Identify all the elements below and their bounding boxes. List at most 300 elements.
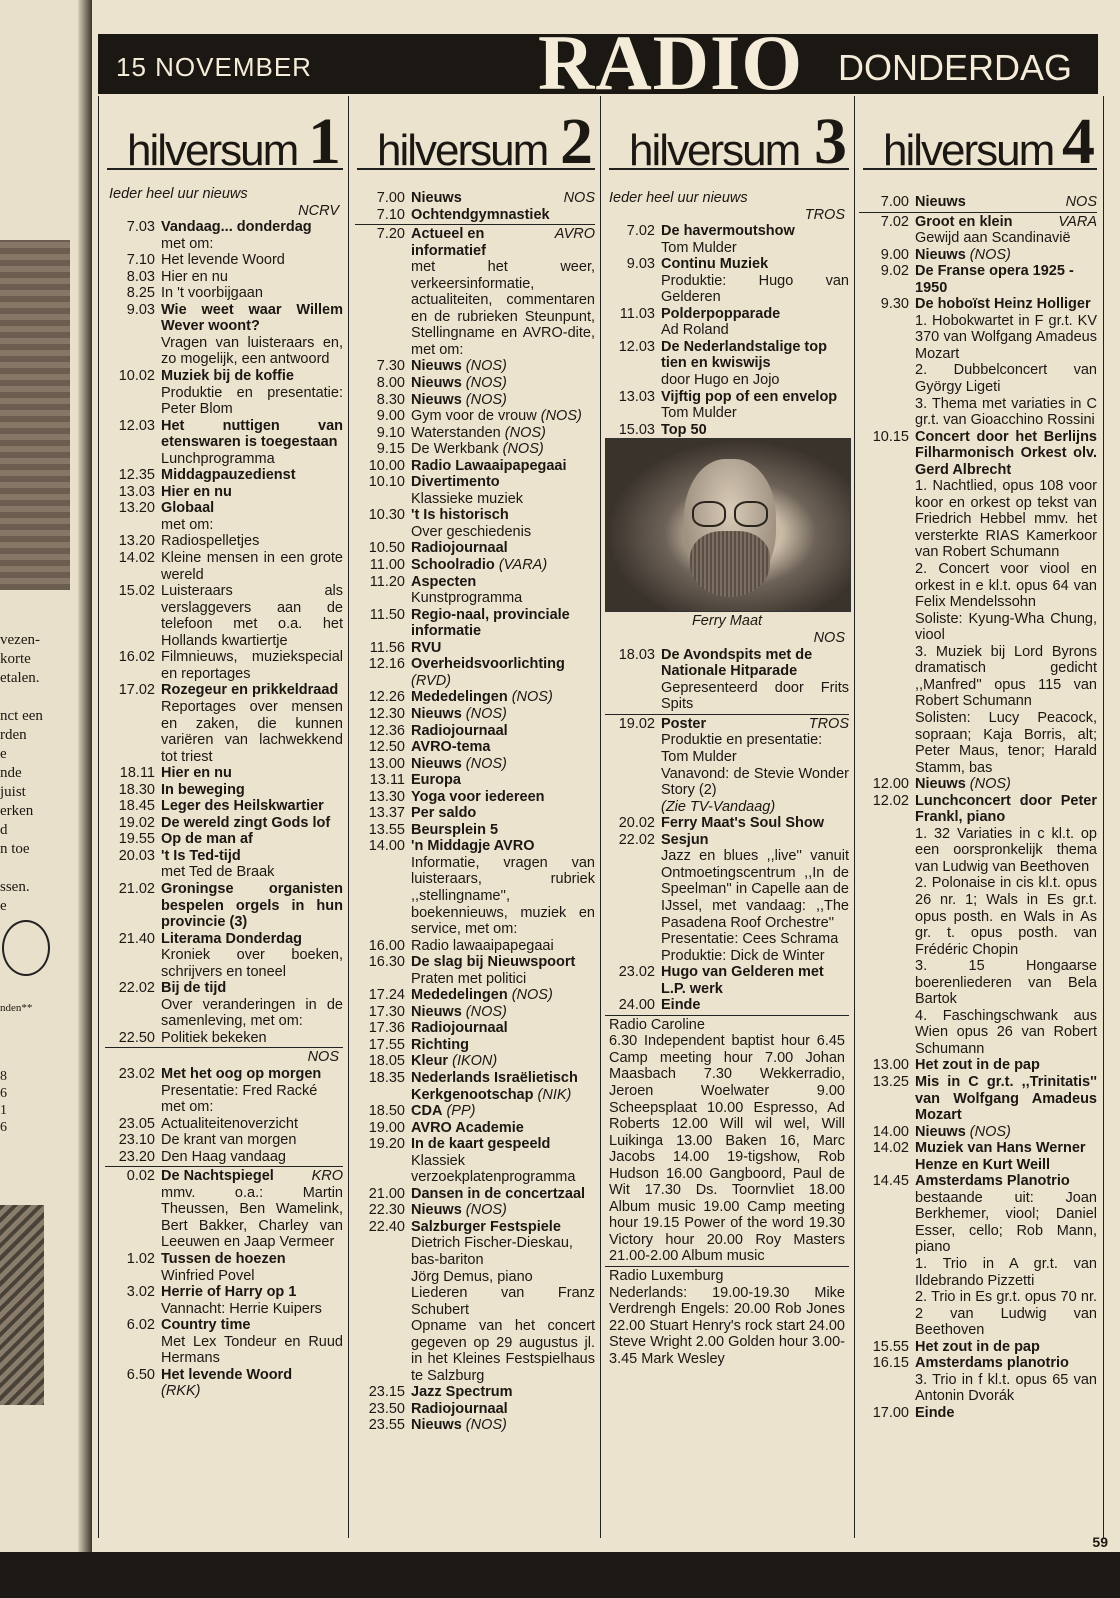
programme-time: 17.30 <box>368 1003 405 1020</box>
programme-text: Ad Roland <box>661 322 729 339</box>
programme-time: 22.30 <box>368 1202 405 1219</box>
programme-row <box>859 1190 1097 1256</box>
programme-row <box>105 1185 343 1251</box>
programme-row <box>105 368 343 385</box>
magazine-page <box>92 0 1120 1598</box>
broadcaster-label: (NOS) <box>465 358 507 375</box>
programme-row <box>355 226 595 259</box>
programme-text: Klassiek verzoekplatenprogramma <box>411 1152 576 1186</box>
programme-title: Einde <box>661 997 701 1014</box>
programme-title: Nieuws <box>411 375 462 392</box>
programme-time: 21.02 <box>118 880 155 897</box>
programme-time: 7.30 <box>376 358 405 375</box>
schedule-text: Camp meeting hour <box>609 1198 845 1232</box>
block-title: Radio Luxemburg <box>609 1267 724 1284</box>
broadcaster-label: (NOS) <box>465 1202 507 1219</box>
programme-time: 22.40 <box>368 1218 405 1235</box>
programme-title: Amsterdams Planotrio <box>915 1173 1070 1190</box>
programme-title: In de kaart gespeeld <box>411 1136 551 1153</box>
column-hilversum-2 <box>348 96 601 1538</box>
programme-text: 1. 32 Variaties in c kl.t. op een oorspronkelijk thema van Ludwig van Beethoven <box>915 825 1097 875</box>
station-header <box>107 105 343 178</box>
programme-title: Nederlands Israëlietisch Kerkgenootschap <box>411 1069 578 1103</box>
programme-time: 23.05 <box>118 1115 155 1132</box>
programme-row <box>859 1124 1097 1141</box>
schedule-time: 12.00 <box>671 1116 708 1133</box>
programme-row <box>105 798 343 815</box>
broadcaster-label: NOS <box>307 1049 339 1066</box>
programme-text: Presentatie: Fred Racké met om: <box>161 1082 318 1116</box>
programme-text: Winfried Povel <box>161 1267 255 1284</box>
broadcaster-label: (NOS) <box>969 246 1011 263</box>
broadcaster-label: TROS <box>804 206 845 223</box>
page-number: 59 <box>1092 1534 1108 1550</box>
programme-time: 7.20 <box>376 226 405 243</box>
programme-text: met om: <box>161 516 214 533</box>
adjacent-page-fragment: nden** <box>0 1002 33 1014</box>
programme-time: 17.55 <box>368 1036 405 1053</box>
station-header <box>357 105 595 178</box>
schedule-time: 19.15 <box>642 1215 680 1232</box>
header-day: DONDERDAG <box>838 47 1073 88</box>
schedule-text: Album music <box>678 1248 765 1265</box>
programme-time: 13.03 <box>618 388 655 405</box>
programme-title: Mededelingen <box>411 689 508 706</box>
programme-row <box>605 931 849 948</box>
programme-time: 18.30 <box>118 781 155 798</box>
programme-text: met Ted de Braak <box>161 864 275 881</box>
column-hilversum-1 <box>98 96 349 1538</box>
schedule-text: 19-tigshow, Rob Hudson <box>609 1149 845 1182</box>
programme-time: 8.30 <box>376 391 405 408</box>
programme-text: Actualiteitenoverzicht <box>161 1115 299 1132</box>
programme-time: 11.00 <box>369 557 405 574</box>
programme-row <box>605 339 849 372</box>
broadcaster-label: (NOS) <box>465 375 507 392</box>
programme-row <box>605 322 849 339</box>
programme-time: 7.00 <box>376 190 405 206</box>
programme-title: Per saldo <box>411 805 477 822</box>
programme-text: 2. Concert voor viool en orkest in e kl.t. opus 64 van Felix Mendelssohn <box>915 561 1097 611</box>
programme-row <box>105 252 343 269</box>
programme-row <box>859 793 1097 826</box>
programme-text: door Hugo en Jojo <box>661 372 780 389</box>
programme-text: 3. Trio in f kl.t. opus 65 van Antonin Dvorák <box>915 1371 1097 1405</box>
programme-row <box>105 550 343 583</box>
schedule-time: 6.30 <box>609 1033 638 1050</box>
schedule-time: 14.00 <box>672 1149 710 1166</box>
programme-row <box>105 699 343 765</box>
programme-time: 23.50 <box>368 1400 405 1417</box>
programme-text: Luisteraars als verslaggevers aan de telefoon met o.a. het Hollands kwartiertje <box>161 583 343 649</box>
programme-time: 13.00 <box>872 1057 909 1074</box>
programme-title: Nieuws <box>411 391 462 408</box>
programme-row <box>355 1401 595 1418</box>
adjacent-page-fragment: nct een <box>0 708 43 724</box>
programme-row <box>605 799 849 816</box>
programme-row <box>355 723 595 740</box>
programme-row <box>105 765 343 782</box>
programme-time: 17.00 <box>872 1404 909 1421</box>
broadcaster-label: (NOS) <box>969 1123 1011 1140</box>
schedule-text: Camp meeting hour <box>609 1049 766 1066</box>
programme-time: 6.50 <box>126 1366 155 1383</box>
programme-text: Met Lex Tondeur en Ruud Hermans <box>161 1333 343 1367</box>
programme-time: 18.45 <box>118 798 155 815</box>
programme-row <box>355 207 595 224</box>
broadcaster-label: TROS <box>808 715 849 732</box>
programme-text: Waterstanden <box>411 424 501 441</box>
programme-title: Radiojournaal <box>411 722 508 739</box>
programme-row <box>105 1066 343 1083</box>
programme-text: 4. Faschingschwank aus Wien opus 26 van Robert Schumann <box>915 1007 1097 1057</box>
programme-time: 9.02 <box>880 263 909 280</box>
programme-row <box>105 864 343 881</box>
programme-row <box>355 1417 595 1434</box>
programme-time: 15.03 <box>618 421 655 438</box>
programme-row <box>859 429 1097 479</box>
programme-title: Het nuttigen van etenswaren is toegestaan <box>161 417 343 451</box>
programme-time: 11.56 <box>369 639 405 656</box>
programme-time: 13.55 <box>368 821 405 838</box>
programme-text: met om: <box>161 235 214 252</box>
programme-time: 15.55 <box>872 1338 909 1355</box>
programme-title: Tussen de hoezen <box>161 1251 286 1267</box>
programme-row <box>355 259 595 358</box>
programme-title: Beursplein 5 <box>411 821 499 838</box>
programme-row <box>355 1318 595 1384</box>
programme-row <box>105 980 343 997</box>
programme-time: 7.02 <box>880 213 909 230</box>
schedule-time: 19.30 <box>808 1215 846 1232</box>
programme-row <box>105 931 343 948</box>
programme-row <box>859 1355 1097 1372</box>
programme-title: Aspecten <box>411 573 477 590</box>
programme-row <box>105 1251 343 1268</box>
programme-row <box>105 682 343 699</box>
programme-time: 12.30 <box>368 705 405 722</box>
schedule-time: 21.00-2.00 <box>609 1248 679 1265</box>
programme-row <box>105 881 343 931</box>
programme-text: Reportages over mensen en zaken, die kunnen variëren van lachwekkend tot triest <box>161 698 343 765</box>
programme-text: Radiospelletjes <box>161 533 260 550</box>
adjacent-page-fragment: n toe <box>0 841 30 857</box>
programme-time: 6.02 <box>126 1317 155 1334</box>
broadcaster-label: (NOS) <box>969 776 1011 793</box>
programme-row <box>859 230 1097 247</box>
programme-row <box>355 1103 595 1120</box>
programme-time: 24.00 <box>618 997 655 1014</box>
programme-text: Jazz en blues ,,live'' vanuit Ontmoetingscentrum ,,In de Speelman'' in Capelle aan de IJssel, met vandaag: ,,The Pasadena Roof Orchestre'' <box>661 848 849 931</box>
programme-row <box>105 1083 343 1116</box>
adjacent-page-fragment: e <box>0 898 7 914</box>
programme-row <box>105 1383 343 1400</box>
adjacent-page-fragment: rden <box>0 727 27 743</box>
programme-row <box>859 478 1097 561</box>
programme-time: 17.24 <box>368 987 405 1004</box>
programme-row <box>605 964 849 997</box>
programme-time: 12.26 <box>368 689 405 706</box>
programme-row <box>355 1235 595 1268</box>
programme-title: RVU <box>411 639 442 656</box>
programme-time: 10.02 <box>118 368 155 385</box>
adjacent-page-fragment: e <box>0 746 7 762</box>
programme-row <box>105 831 343 848</box>
programme-title: Nieuws <box>411 1003 462 1020</box>
programme-title: Amsterdams planotrio <box>915 1355 1069 1372</box>
programme-row <box>355 557 595 574</box>
radio-luxemburg-block <box>605 1268 849 1367</box>
programme-title: Nieuws <box>915 776 966 793</box>
schedule-text: Power of the word <box>679 1215 809 1232</box>
programme-title: De havermoutshow <box>661 223 795 240</box>
programme-row <box>105 451 343 468</box>
programme-title: Regio-naal, provinciale informatie <box>411 606 570 640</box>
programme-time: 10.00 <box>368 457 405 474</box>
programme-row <box>355 689 595 706</box>
programme-text: 2. Trio in Es gr.t. opus 70 nr. 2 van Ludwig van Beethoven <box>915 1289 1097 1339</box>
schedule-text: Roy Masters <box>743 1231 845 1248</box>
programme-time: 23.10 <box>118 1132 155 1149</box>
programme-row <box>605 997 849 1014</box>
schedule-text: Johan Maasbach <box>609 1049 845 1083</box>
block-title: Radio Caroline <box>609 1016 705 1033</box>
programme-row <box>355 987 595 1004</box>
programme-time: 13.37 <box>368 805 405 822</box>
programme-title: De hoboïst Heinz Holliger <box>915 296 1091 313</box>
programme-time: 15.02 <box>118 583 155 600</box>
separator <box>605 1015 849 1016</box>
programme-row <box>355 190 595 207</box>
header-date: 15 NOVEMBER <box>116 52 312 82</box>
programme-time: 19.20 <box>368 1136 405 1153</box>
broadcaster-label: (NOS) <box>465 391 507 408</box>
programme-row <box>105 467 343 484</box>
programme-time: 7.10 <box>376 206 405 223</box>
programme-row <box>355 1219 595 1236</box>
programme-text: Over veranderingen in de samenleving, met om: <box>161 996 343 1030</box>
adjacent-page-number: 6 <box>0 1120 7 1135</box>
programme-row <box>105 533 343 550</box>
programme-row <box>355 1004 595 1021</box>
programme-text: Opname van het concert gegeven op 29 augustus jl. in het Kleines Festspielhaus te Salzburg <box>411 1318 595 1384</box>
programme-title: Yoga voor iedereen <box>411 788 545 805</box>
programme-text: 1. Trio in A gr.t. van Ildebrando Pizzetti <box>915 1256 1097 1289</box>
programme-time: 13.25 <box>872 1073 909 1090</box>
programme-title: Lunchconcert door Peter Frankl, piano <box>915 792 1097 826</box>
separator <box>605 1266 849 1267</box>
programme-text: bestaande uit: Joan Berkhemer, viool; Daniel Esser, cello; Rob Mann, piano <box>915 1189 1097 1256</box>
programme-row <box>105 484 343 501</box>
programme-text: Gepresenteerd door Frits Spits <box>661 679 849 713</box>
programme-row <box>105 1284 343 1301</box>
programme-title: Het zout in de pap <box>915 1338 1040 1355</box>
programme-title: Nieuws <box>411 1417 462 1434</box>
programme-row <box>859 611 1097 644</box>
programme-row <box>105 1030 343 1047</box>
adjacent-page-strip <box>0 0 92 1598</box>
programme-title: De Nederlandstalige top tien en kwiswijs <box>661 338 827 372</box>
programme-row <box>355 458 595 475</box>
programme-title: Nieuws <box>411 190 462 206</box>
programme-time: 10.10 <box>368 474 405 491</box>
schedule-time: 13.00 <box>676 1132 713 1149</box>
photo-caption: Ferry Maat <box>691 613 763 630</box>
programme-title: Groot en klein <box>915 213 1013 230</box>
adjacent-page-fragment: nde <box>0 765 22 781</box>
programme-row <box>105 302 343 335</box>
programme-time: 7.02 <box>626 223 655 240</box>
programme-title: Nieuws <box>411 755 462 772</box>
adjacent-page-fragment: d <box>0 822 8 838</box>
programme-text: Radio lawaaipapegaai <box>411 937 554 954</box>
schedule-time: 20.00 <box>706 1231 743 1248</box>
programme-row <box>105 1301 343 1318</box>
programme-row <box>355 756 595 773</box>
programme-title: Muziek van Hans Werner Henze en Kurt Weill <box>915 1140 1086 1173</box>
programme-row <box>355 491 595 508</box>
programme-row <box>355 789 595 806</box>
broadcaster-label: (NOS) <box>465 1417 507 1434</box>
programme-time: 16.30 <box>368 954 405 971</box>
programme-time: 19.02 <box>118 814 155 831</box>
programme-row <box>605 766 849 799</box>
programme-time: 22.02 <box>618 831 655 848</box>
programme-time: 17.36 <box>368 1020 405 1037</box>
programme-time: 18.50 <box>368 1103 405 1120</box>
programme-time: 21.00 <box>368 1185 405 1202</box>
programme-title: Radiojournaal <box>411 1020 508 1037</box>
programme-title: Rozegeur en prikkeldraad <box>161 682 339 699</box>
programme-title: Groningse organisten bespelen orgels in hun provincie (3) <box>161 880 343 931</box>
programme-title: Ochtendgymnastiek <box>411 206 550 223</box>
schedule-time: 22.00 <box>609 1317 646 1334</box>
programme-title: Continu Muziek <box>661 256 769 273</box>
schedule-text: Baken 16, Marc Jacobs <box>609 1132 845 1166</box>
news-note: Ieder heel uur nieuws <box>609 190 748 206</box>
programme-time: 23.02 <box>118 1065 155 1082</box>
programme-time: 7.10 <box>126 252 155 269</box>
broadcaster-label: NOS <box>1065 194 1097 210</box>
programme-row <box>605 716 849 733</box>
programme-title: Mis in C gr.t. ,,Trinitatis'' van Wolfgang Amadeus Mozart <box>915 1073 1097 1124</box>
programme-row <box>859 1372 1097 1405</box>
schedule-time: Nederlands: 19.00-19.30 <box>609 1284 790 1301</box>
programme-text: Hier en nu <box>161 268 228 285</box>
separator <box>605 714 849 715</box>
programme-title: Kleur <box>411 1053 449 1070</box>
programme-title: 't Is historisch <box>411 507 509 524</box>
programme-title: AVRO-tema <box>411 739 491 756</box>
adjacent-page-number: 1 <box>0 1103 7 1118</box>
programme-title: De wereld zingt Gods lof <box>161 814 331 831</box>
programme-text: Produktie: Hugo van Gelderen <box>661 272 849 306</box>
programme-title: Concert door het Berlijns Filharmonisch Orkest olv. Gerd Albrecht <box>915 428 1097 478</box>
broadcaster-label: VARA <box>1058 213 1097 230</box>
programme-row <box>105 848 343 865</box>
programme-time: 12.03 <box>118 417 155 434</box>
programme-row <box>355 1053 595 1070</box>
programme-text: Over geschiedenis <box>411 523 532 540</box>
programme-title: Ferry Maat's Soul Show <box>661 815 824 832</box>
schedule-text: Stuart Henry's rock start <box>645 1317 809 1334</box>
programme-title: AVRO Academie <box>411 1119 524 1136</box>
news-note: Ieder heel uur nieuws <box>109 186 248 202</box>
programme-row <box>355 1202 595 1219</box>
schedule-text: Scheepsplaat <box>609 1099 708 1116</box>
broadcaster-label: (NIK) <box>537 1086 572 1103</box>
schedule-time: 2.00 <box>695 1334 725 1351</box>
programme-row <box>605 680 849 713</box>
programme-time: 10.15 <box>872 428 909 445</box>
adjacent-page-photo-2 <box>0 1205 44 1405</box>
broadcaster-label: (NOS) <box>502 441 544 458</box>
programme-text: Vragen van luisteraars en, zo mogelijk, een antwoord <box>161 334 343 368</box>
schedule-time: 16.00 <box>665 1165 703 1182</box>
programme-title: Vijftig pop of een envelop <box>661 388 838 405</box>
programme-title: Poster <box>661 715 707 732</box>
programme-row <box>605 848 849 931</box>
programme-title: Nieuws <box>411 358 462 375</box>
schedule-text: Victory hour <box>609 1231 707 1248</box>
programme-time: 23.55 <box>368 1417 405 1434</box>
programme-time: 13.20 <box>118 533 155 550</box>
programme-title: Wie weet waar Willem Wever woont? <box>161 301 343 335</box>
programme-time: 9.30 <box>880 296 909 313</box>
programme-row <box>355 1285 595 1318</box>
programme-row <box>105 236 343 253</box>
programme-row <box>355 425 595 442</box>
programme-title: Literama Donderdag <box>161 930 302 947</box>
programme-time: 11.50 <box>369 606 405 623</box>
programme-title: Hier en nu <box>161 765 232 782</box>
programme-row <box>355 524 595 541</box>
programme-row <box>605 948 849 965</box>
programme-time: 7.03 <box>126 219 155 236</box>
programme-time: 12.02 <box>872 792 909 809</box>
programme-time: 8.03 <box>126 268 155 285</box>
programme-time: 13.20 <box>118 500 155 517</box>
photo-beard <box>690 531 770 597</box>
station-number: 1 <box>308 105 341 178</box>
programme-row <box>105 1116 343 1133</box>
programme-row <box>355 441 595 458</box>
adjacent-page-number: 8 <box>0 1069 7 1084</box>
programme-row <box>355 739 595 756</box>
programme-text: Kleine mensen in een grote wereld <box>161 550 343 583</box>
column-hilversum-4 <box>854 96 1104 1538</box>
programme-time: 14.02 <box>118 550 155 567</box>
programme-title: 'n Middagje AVRO <box>411 838 535 855</box>
programme-text: 1. Hobokwartet in F gr.t. KV 370 van Wolfgang Amadeus Mozart <box>915 312 1097 362</box>
adjacent-page-fragment: korte <box>0 651 31 667</box>
programme-row <box>605 422 849 439</box>
programme-row <box>859 1140 1097 1173</box>
programme-row <box>859 561 1097 611</box>
programme-row <box>355 656 595 689</box>
programme-row <box>355 640 595 657</box>
programme-title: Het levende Woord <box>161 1366 293 1383</box>
programme-title: De Avondspits met de Nationale Hitparade <box>661 646 813 680</box>
programme-row <box>355 706 595 723</box>
programme-row <box>605 240 849 257</box>
programme-row <box>859 214 1097 231</box>
programme-time: 21.40 <box>118 930 155 947</box>
programme-row <box>859 296 1097 313</box>
programme-row <box>105 782 343 799</box>
programme-list <box>859 194 1097 1421</box>
programme-row <box>355 392 595 409</box>
